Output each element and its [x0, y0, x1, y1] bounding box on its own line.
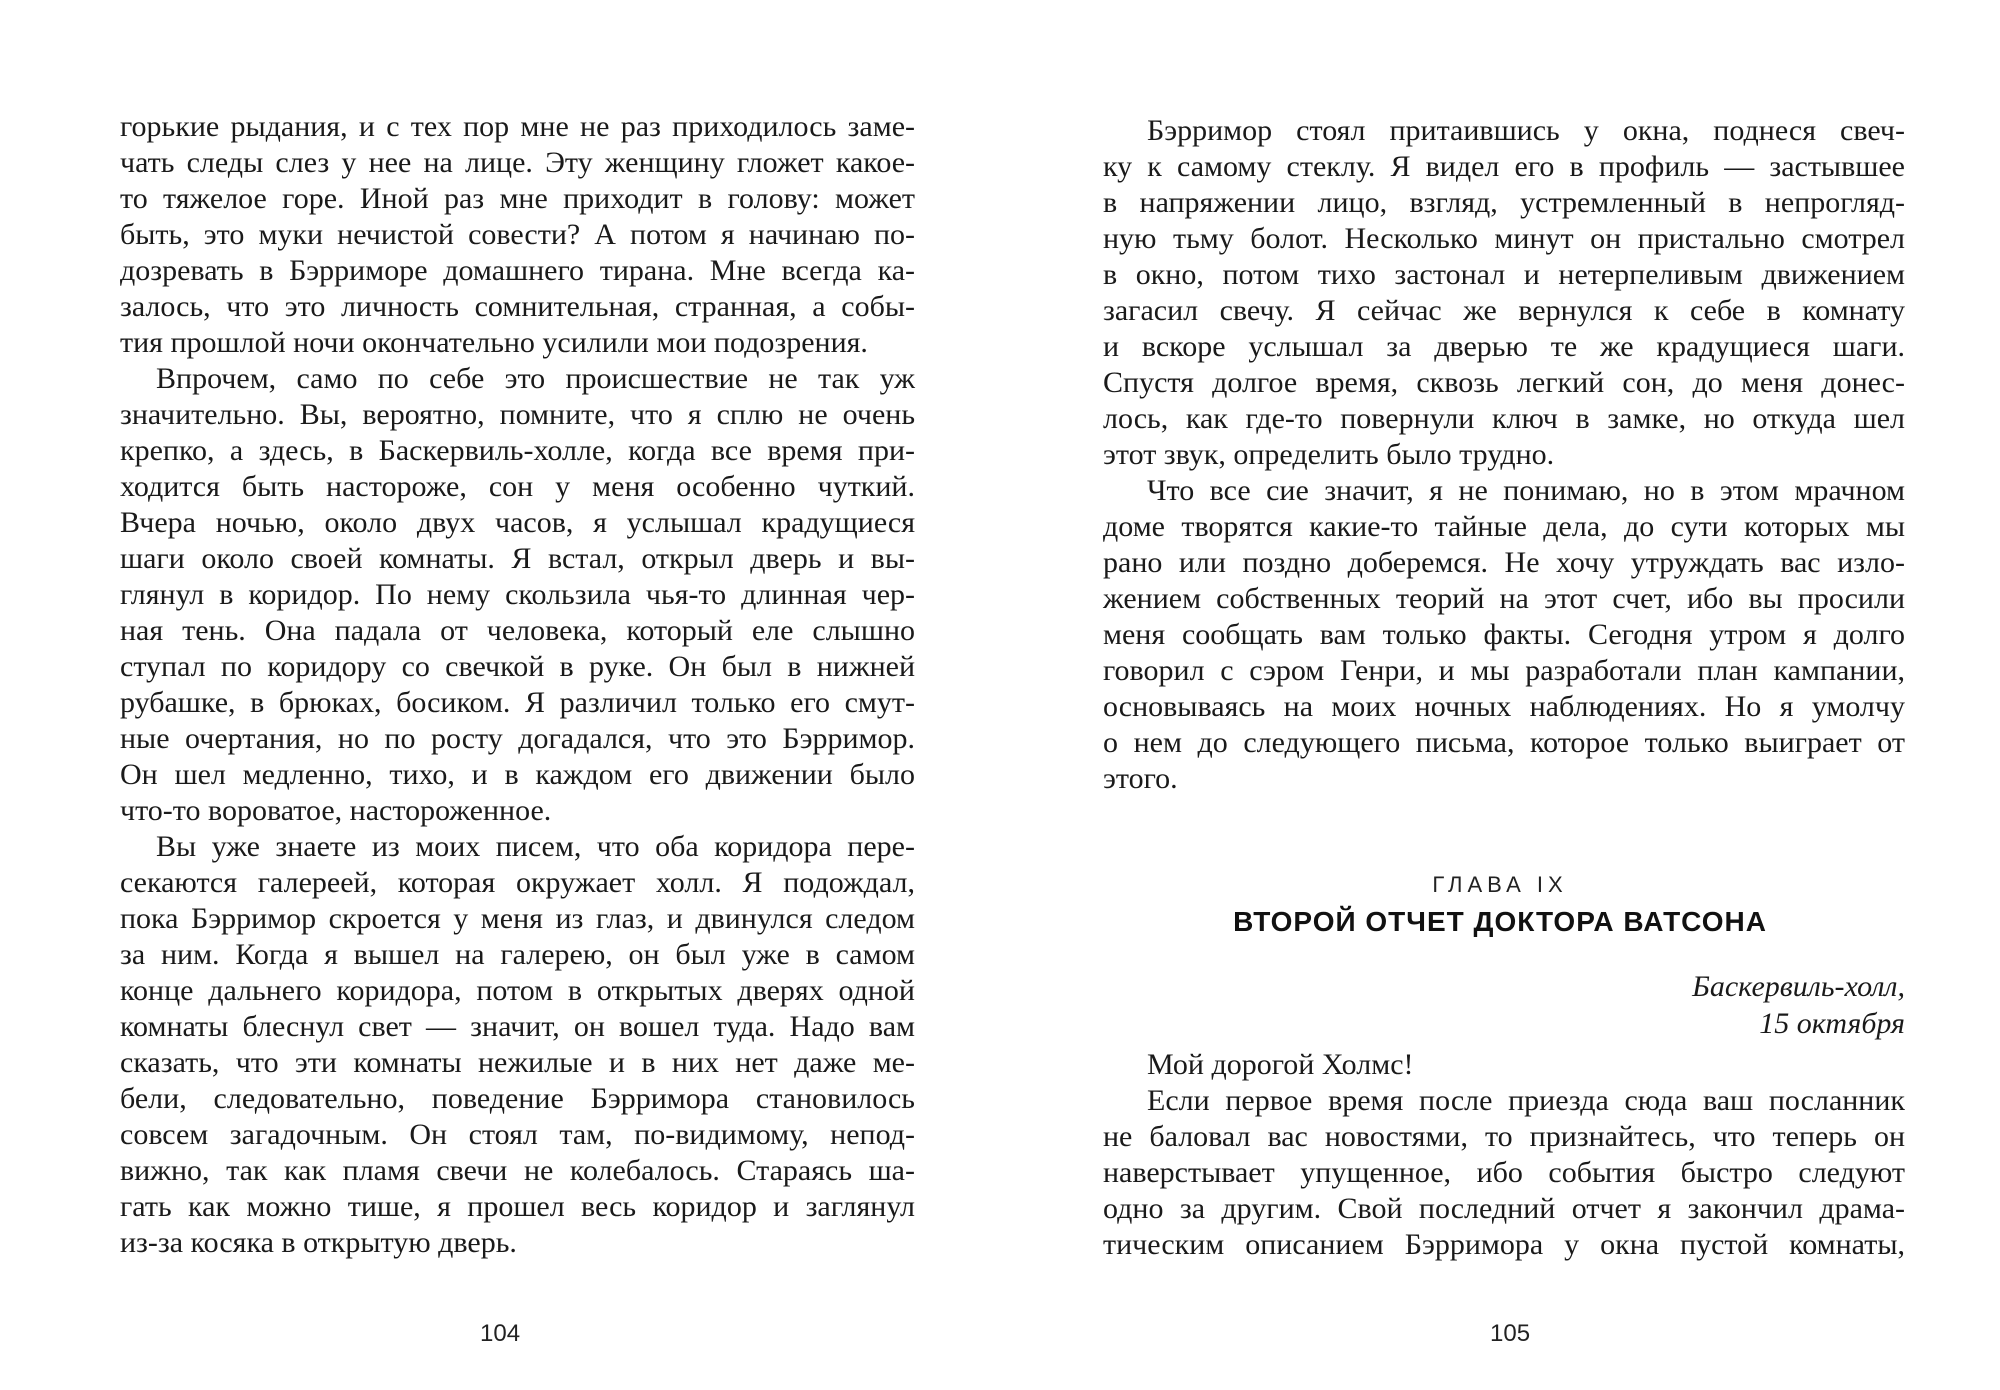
text-line: пока Бэрримор скроется у меня из глаз, и двинулся следом	[120, 902, 915, 935]
text-line: Спустя долгое время, сквозь легкий сон, до меня донес-	[1103, 366, 1905, 399]
text-line: в напряжении лицо, взгляд, устремленный в непрогляд-	[1103, 186, 1905, 219]
text-line: о нем до следующего письма, которое только выиграет от	[1103, 726, 1905, 759]
text-line: залось, что это личность сомнительная, странная, а собы-	[120, 290, 915, 323]
text-line: быть, это муки нечистой совести? А потом я начинаю по-	[120, 218, 915, 251]
text-line: ступал по коридору со свечкой в руке. Он был в нижней	[120, 650, 915, 683]
left-page-text	[120, 109, 915, 1261]
text-line: за ним. Когда я вышел на галерею, он был уже в самом	[120, 938, 915, 971]
text-line: ку к самому стеклу. Я видел его в профиль — застывшее	[1103, 150, 1905, 183]
text-line: основываясь на моих ночных наблюдениях. Но я умолчу	[1103, 690, 1905, 723]
text-line: рано или поздно доберемся. Не хочу утруждать вас изло-	[1103, 546, 1905, 579]
text-line: горькие рыдания, и с тех пор мне не раз приходилось заме-	[120, 110, 915, 143]
text-line: конце дальнего коридора, потом в открытых дверях одной	[120, 974, 915, 1007]
page-number-left: 104	[480, 1320, 521, 1347]
text-line: чать следы слез у нее на лице. Эту женщину гложет какое-	[120, 146, 915, 179]
text-line: Вчера ночью, около двух часов, я услышал крадущиеся	[120, 506, 915, 539]
text-line: бели, следовательно, поведение Бэрримора становилось	[120, 1082, 915, 1115]
chapter-title: ВТОРОЙ ОТЧЕТ ДОКТОРА ВАТСОНА	[1233, 906, 1767, 937]
text-line: гать как можно тише, я прошел весь коридор и заглянул	[120, 1190, 915, 1223]
letter-date: 15 октября	[1759, 1007, 1905, 1040]
text-line: загасил свечу. Я сейчас же вернулся к себе в комнату	[1103, 294, 1905, 327]
page-number-right: 105	[1490, 1320, 1531, 1347]
text-line: доме творятся какие-то тайные дела, до сути которых мы	[1103, 510, 1905, 543]
text-line: лось, как где-то повернули ключ в замке, но откуда шел	[1103, 402, 1905, 435]
text-line: в окно, потом тихо застонал и нетерпеливым движением	[1103, 258, 1905, 291]
text-line: наверстывает упущенное, ибо события быстро следуют	[1103, 1156, 1905, 1189]
text-line: ходится быть настороже, сон у меня особенно чуткий.	[120, 470, 915, 503]
text-line: говорил с сэром Генри, и мы разработали план кампании,	[1103, 654, 1905, 687]
text-line: из-за косяка в открытую дверь.	[120, 1226, 517, 1259]
text-line: значительно. Вы, вероятно, помните, что я сплю не очень	[120, 398, 915, 431]
text-line: этого.	[1103, 762, 1178, 795]
letter-body	[1103, 1047, 1905, 1263]
text-line: комнаты блеснул свет — значит, он вошел туда. Надо вам	[120, 1010, 915, 1043]
text-line: не баловал вас новостями, то признайтесь, что теперь он	[1103, 1120, 1905, 1153]
letter-place: Баскервиль-холл,	[1692, 970, 1905, 1003]
text-line: сказать, что эти комнаты нежилые и в них нет даже ме-	[120, 1046, 915, 1079]
text-line: Впрочем, само по себе это происшествие не так уж	[156, 362, 915, 395]
letter-heading	[1692, 968, 1905, 1042]
text-line: тическим описанием Бэрримора у окна пустой комнаты,	[1103, 1228, 1905, 1261]
text-line: Мой дорогой Холмс!	[1147, 1048, 1414, 1081]
text-line: глянул в коридор. По нему скользила чья-то длинная чер-	[120, 578, 915, 611]
right-page	[1000, 0, 2000, 1390]
text-line: этот звук, определить было трудно.	[1103, 438, 1555, 471]
text-line: ную тьму болот. Несколько минут он пристально смотрел	[1103, 222, 1905, 255]
text-line: секаются галереей, которая окружает холл. Я подождал,	[120, 866, 915, 899]
text-line: Вы уже знаете из моих писем, что оба коридора пере-	[156, 830, 915, 863]
text-line: вижно, так как пламя свечи не колебалось. Стараясь ша-	[120, 1154, 915, 1187]
text-line: Бэрримор стоял притаившись у окна, поднеся свеч-	[1147, 114, 1905, 147]
text-line: жением собственных теорий на этот счет, ибо вы просили	[1103, 582, 1905, 615]
text-line: ные очертания, но по росту догадался, что это Бэрримор.	[120, 722, 915, 755]
text-line: крепко, а здесь, в Баскервиль-холле, когда все время при-	[120, 434, 915, 467]
text-line: ная тень. Она падала от человека, который еле слышно	[120, 614, 915, 647]
text-line: рубашке, в брюках, босиком. Я различил только его смут-	[120, 686, 915, 719]
text-line: что-то вороватое, настороженное.	[120, 794, 552, 827]
text-line: Если первое время после приезда сюда ваш посланник	[1147, 1084, 1905, 1117]
text-line: Он шел медленно, тихо, и в каждом его движении было	[120, 758, 915, 791]
chapter-label: ГЛАВА IX	[1432, 872, 1568, 897]
text-line: то тяжелое горе. Иной раз мне приходит в голову: может	[120, 182, 915, 215]
text-line: Что все сие значит, я не понимаю, но в этом мрачном	[1147, 474, 1905, 507]
text-line: меня сообщать вам только факты. Сегодня утром я долго	[1103, 618, 1905, 651]
text-line: одно за другим. Свой последний отчет я закончил драма-	[1103, 1192, 1905, 1225]
text-line: шаги около своей комнаты. Я встал, открыл дверь и вы-	[120, 542, 915, 575]
text-line: совсем загадочным. Он стоял там, по-видимому, непод-	[120, 1118, 915, 1151]
right-page-text	[1103, 113, 1905, 797]
text-line: тия прошлой ночи окончательно усилили мои подозрения.	[120, 326, 868, 359]
text-line: дозревать в Бэрриморе домашнего тирана. Мне всегда ка-	[120, 254, 915, 287]
text-line: и вскоре услышал за дверью те же крадущиеся шаги.	[1103, 330, 1905, 363]
